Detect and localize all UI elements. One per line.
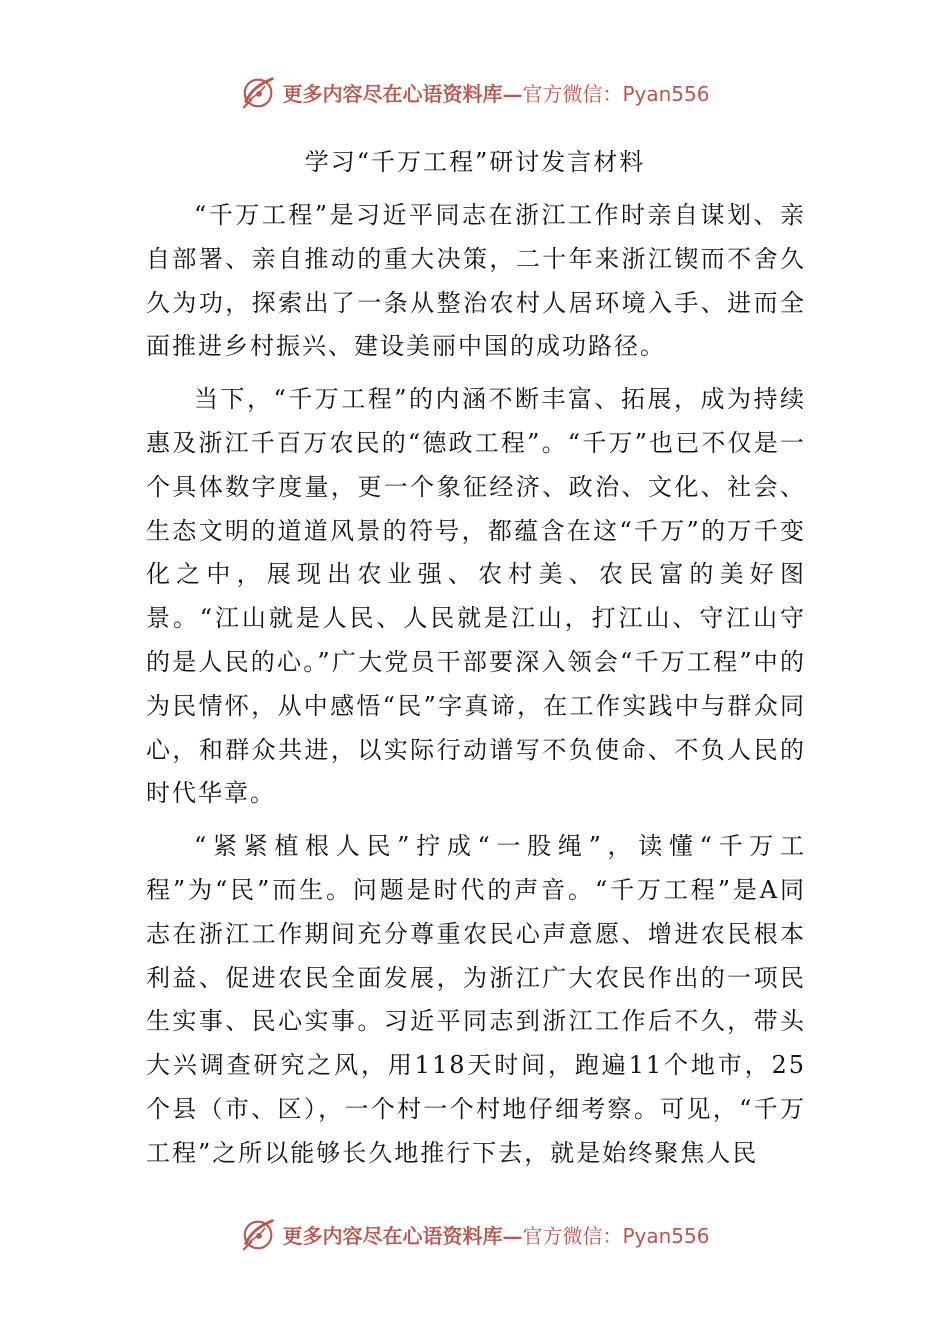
pen-nib-logo-icon: [240, 73, 278, 111]
footer-banner-main: 更多内容尽在心语资料库: [282, 1223, 503, 1248]
paragraph: 当下，“千万工程”的内涵不断丰富、拓展，成为持续惠及浙江千百万农民的“德政工程”。“千万”也已不仅是一个具体数字度量，更一个象征经济、政治、文化、社会、生态文明的道道风景的符号，都蕴含在这“千万”的万千变化之中，展现出农业强、农村美、农民富的美好图景。“江山就是人民、人民就是江山，打江山、守江山守的是人民的心。”广大党员干部要深入领会“千万工程”中的为民情怀，从中感悟“民”字真谛，在工作实践中与群众同心，和群众共进，以实际行动谱写不负使命、不负人民的时代华章。: [146, 385, 806, 808]
footer-banner-inner: [240, 1215, 709, 1253]
pen-nib-logo-icon: [240, 1215, 278, 1253]
footer-banner-dash: —: [502, 1223, 523, 1248]
header-banner-text: [282, 78, 709, 107]
paragraph: “千万工程”是习近平同志在浙江工作时亲自谋划、亲自部署、亲自推动的重大决策，二十年来浙江锲而不舍久久为功，探索出了一条从整治农村人居环境入手、进而全面推进乡村振兴、建设美丽中国的成功路径。: [146, 201, 806, 361]
header-banner: [0, 70, 950, 114]
document-body: [146, 194, 806, 1185]
footer-banner-text: [282, 1220, 709, 1249]
header-banner-wechat: 官方微信：Pyan556: [522, 81, 710, 106]
document-title: 学习“千万工程”研讨发言材料: [304, 148, 646, 176]
header-banner-inner: [240, 73, 709, 111]
header-banner-dash: —: [502, 81, 523, 106]
paragraph: “紧紧植根人民”拧成“一股绳”，读懂“千万工程”为“民”而生。问题是时代的声音。“千万工程”是A同志在浙江工作期间充分尊重农民心声意愿、增进农民根本利益、促进农民全面发展，为浙江广大农民作出的一项民生实事、民心实事。习近平同志到浙江工作后不久，带头大兴调查研究之风，用118天时间，跑遍11个地市，25个县（市、区），一个村一个村地仔细考察。可见，“千万工程”之所以能够长久地推行下去，就是始终聚焦人民: [146, 832, 806, 1167]
footer-banner-wechat: 官方微信：Pyan556: [522, 1223, 710, 1248]
footer-banner: [0, 1212, 950, 1256]
header-banner-main: 更多内容尽在心语资料库: [282, 81, 503, 106]
